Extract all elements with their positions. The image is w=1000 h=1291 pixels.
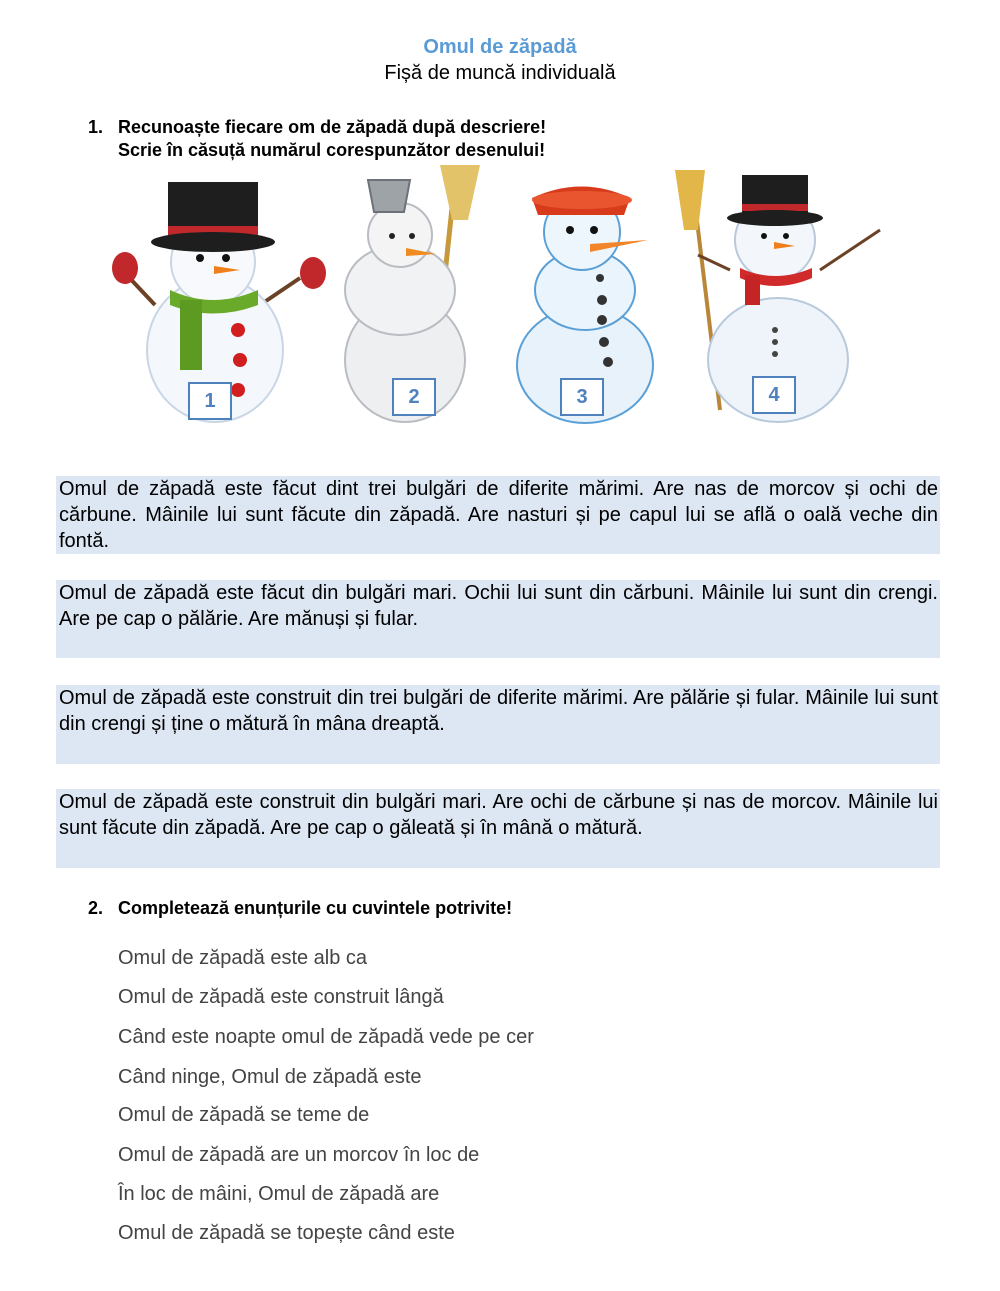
sentence-7: În loc de mâini, Omul de zăpadă are: [118, 1183, 440, 1205]
sentence-4: Când ninge, Omul de zăpadă este: [118, 1066, 422, 1088]
sentence-2: Omul de zăpadă este construit lângă: [118, 986, 444, 1008]
description-4: Omul de zăpadă este construit din bulgări mari. Are ochi de cărbune și nas de morcov. Mâinile lui sunt făcute din zăpadă. Are pe cap o găleată și în mână o mătură.: [56, 789, 940, 868]
exercise-1-number: 1.: [88, 117, 104, 137]
figure-number-box-1: 1: [188, 382, 232, 420]
exercise-1-heading: [88, 116, 546, 162]
description-1: Omul de zăpadă este făcut dint trei bulgări de diferite mărimi. Are nas de morcov și ochi de cărbune. Mâinile lui sunt făcute din zăpadă. Are nasturi și pe capul lui se află o oală veche din fontă.: [56, 476, 940, 554]
figure-number-box-4: 4: [752, 376, 796, 414]
figure-number-box-2: 2: [392, 378, 436, 416]
exercise-2-number: 2.: [88, 898, 104, 918]
exercise-2-instruction: Completează enunțurile cu cuvintele potrivite!: [118, 898, 513, 918]
sentence-5: Omul de zăpadă se teme de: [118, 1104, 370, 1126]
description-3: Omul de zăpadă este construit din trei bulgări de diferite mărimi. Are pălărie și fular. Mâinile lui sunt din crengi și ține o mătură în mâna dreaptă.: [56, 685, 940, 764]
sentence-1: Omul de zăpadă este alb ca: [118, 947, 368, 969]
exercise-1-instruction-2: Scrie în căsuță numărul corespunzător desenului!: [118, 140, 546, 160]
snowmen-illustrations: [100, 160, 900, 430]
exercise-2-heading: [88, 897, 512, 920]
sentence-3: Când este noapte omul de zăpadă vede pe cer: [118, 1026, 534, 1048]
sentence-6: Omul de zăpadă are un morcov în loc de: [118, 1144, 480, 1166]
sentence-8: Omul de zăpadă se topește când este: [118, 1222, 455, 1244]
figure-number-box-3: 3: [560, 378, 604, 416]
page-title: Omul de zăpadă: [423, 36, 577, 58]
page-subtitle: Fișă de muncă individuală: [384, 62, 616, 84]
exercise-1-instruction-1: Recunoaște fiecare om de zăpadă după descriere!: [118, 117, 547, 137]
description-2: Omul de zăpadă este făcut din bulgări mari. Ochii lui sunt din cărbuni. Mâinile lui sunt din crengi. Are pe cap o pălărie. Are mănuși și fular.: [56, 580, 940, 658]
